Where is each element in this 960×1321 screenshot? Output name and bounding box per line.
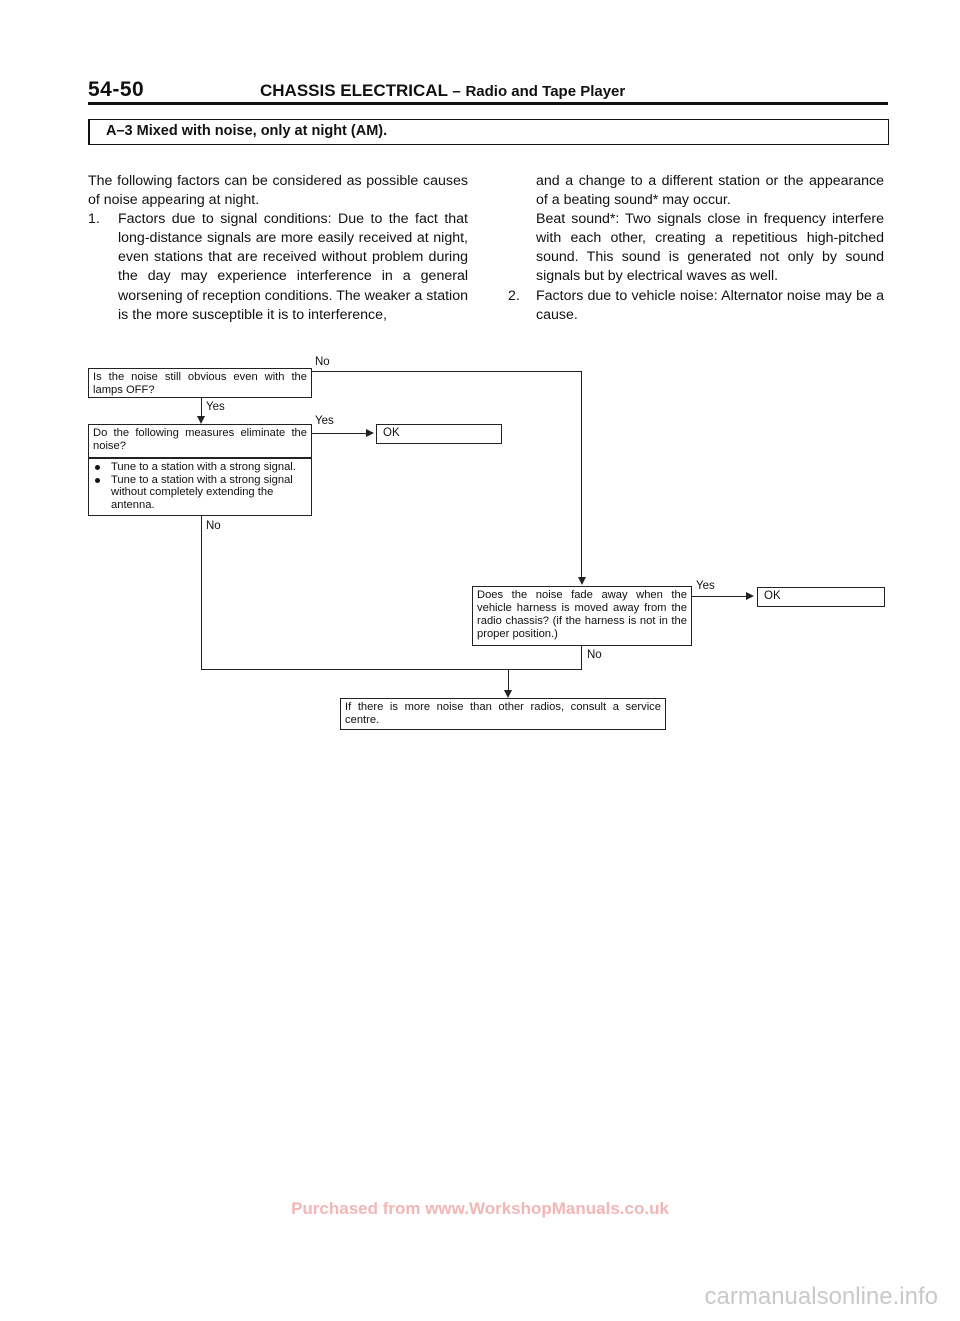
intro-paragraph: The following factors can be considered as possible causes of noise appearing at night. <box>88 173 468 209</box>
flow-line-q2-yes <box>312 433 368 434</box>
section-title: A–3 Mixed with noise, only at night (AM). <box>106 123 388 139</box>
list-item-1-number: 1. <box>88 211 100 228</box>
flow-arrow-to-q3 <box>578 577 586 585</box>
flow-question-measures <box>88 424 312 458</box>
flow-q1-yes-label: Yes <box>206 401 225 413</box>
flow-result-ok-2-text: OK <box>764 590 781 602</box>
flow-arrow-to-final <box>504 690 512 698</box>
list-item-2-text: Factors due to vehicle noise: Alternator noise may be a cause. <box>536 287 884 323</box>
flow-arrow-to-ok1 <box>366 429 374 437</box>
body-left-column <box>88 172 468 325</box>
flow-final-advice <box>340 698 666 730</box>
flow-line-q3-yes <box>692 596 748 597</box>
header-title <box>260 81 625 101</box>
list-item-1-text: Factors due to signal conditions: Due to the fact that long-distance signals are more easily received at night, even stations that are received without problem during the day may experience interference in a general worsening of reception conditions. The weaker a station is the more susceptible it is to interference, <box>118 211 468 323</box>
list-item-1 <box>88 210 468 325</box>
header-subtitle: Radio and Tape Player <box>465 83 626 100</box>
flow-final-advice-text: If there is more noise than other radios, consult a service centre. <box>345 701 661 726</box>
flow-question-measures-text: Do the following measures eliminate the noise? <box>93 427 307 452</box>
flow-question-lamps-off <box>88 368 312 398</box>
purchase-footer: Purchased from www.WorkshopManuals.co.uk <box>291 1199 669 1218</box>
flow-question-harness <box>472 586 692 646</box>
flow-line-q1-yes <box>201 398 202 418</box>
body-right-column <box>508 172 884 325</box>
flow-line-merge <box>201 669 581 670</box>
header-separator: – <box>452 83 461 100</box>
flow-arrow-to-q2 <box>197 416 205 424</box>
header-rule <box>88 102 888 105</box>
flow-line-q2-no <box>201 516 202 670</box>
header-title-main: CHASSIS ELECTRICAL <box>260 81 448 100</box>
flow-result-ok-1 <box>376 424 502 444</box>
bullet-icon <box>95 478 100 483</box>
list-item-2 <box>508 287 884 325</box>
page-number: 54-50 <box>88 78 145 101</box>
flow-result-ok-2 <box>757 587 885 607</box>
beat-sound-note: Beat sound*: Two signals close in frequency interfere with each other, creating a repetitious high-pitched sound. This sound is generated not only by sound signals but by electrical waves as well. <box>536 211 884 285</box>
flow-q2-yes-label: Yes <box>315 415 334 427</box>
flow-measure-item <box>93 461 307 474</box>
list-item-1-continuation: and a change to a different station or the appearance of a beating sound* may occur. <box>536 173 884 209</box>
flow-question-harness-text: Does the noise fade away when the vehicle harness is moved away from the radio chassis? (if the harness is not in the proper position.) <box>477 589 687 640</box>
flow-line-q3-no <box>581 646 582 670</box>
site-watermark: carmanualsonline.info <box>704 1283 938 1310</box>
flow-line-to-final <box>508 670 509 692</box>
bullet-icon <box>95 465 100 470</box>
flow-q2-no-label: No <box>206 520 221 532</box>
flow-measure-item-text: Tune to a station with a strong signal. <box>111 461 296 473</box>
flow-q3-yes-label: Yes <box>696 580 715 592</box>
flow-q3-no-label: No <box>587 649 602 661</box>
flow-line-q1-no <box>312 371 582 372</box>
flow-arrow-to-ok2 <box>746 592 754 600</box>
flow-result-ok-1-text: OK <box>383 427 400 439</box>
flow-question-lamps-off-text: Is the noise still obvious even with the lamps OFF? <box>93 371 307 396</box>
section-heading-box <box>88 119 889 145</box>
flow-line-q1-no-down <box>581 371 582 578</box>
flow-measures-list <box>88 458 312 516</box>
flow-measure-item-text: Tune to a station with a strong signal without completely extending the antenna. <box>111 473 293 511</box>
flow-q1-no-label: No <box>315 356 330 368</box>
list-item-2-number: 2. <box>508 287 520 304</box>
flow-measure-item <box>93 474 307 512</box>
